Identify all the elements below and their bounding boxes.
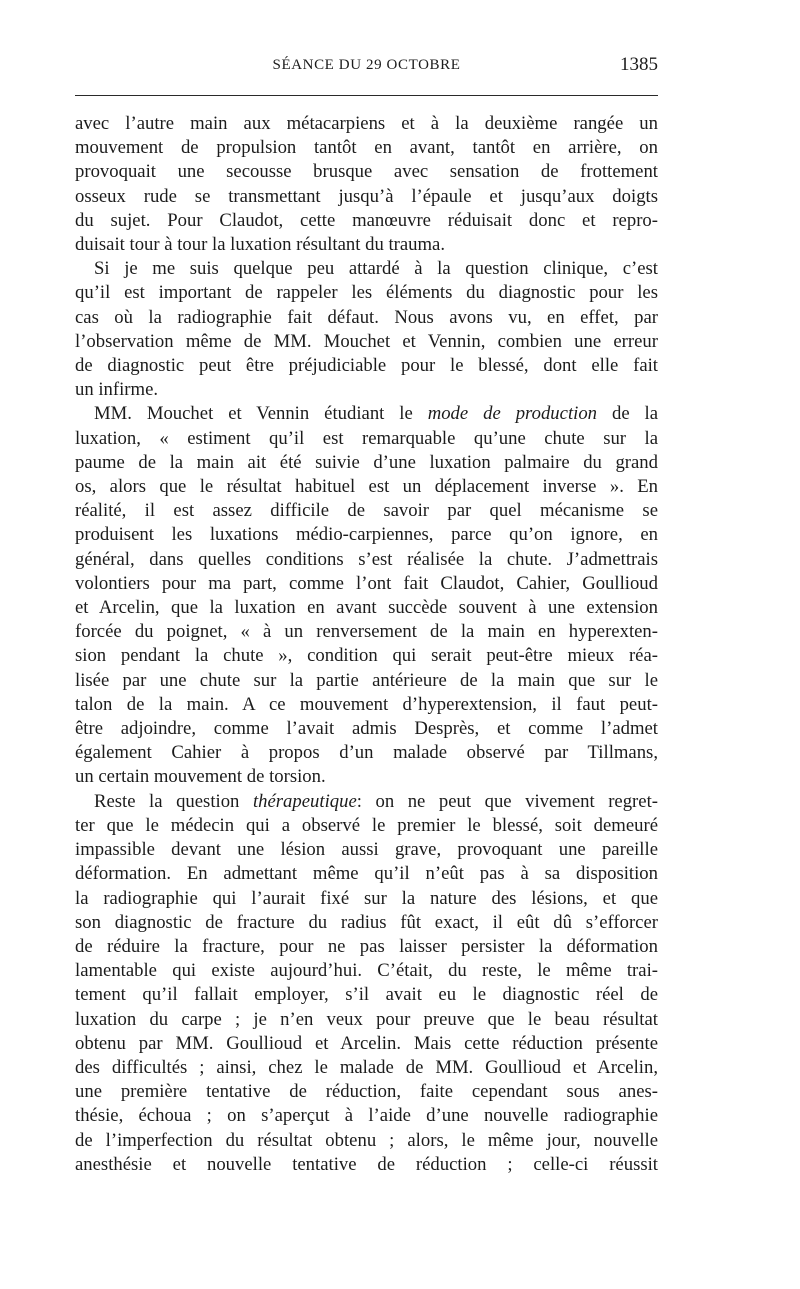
- page-number: 1385: [620, 54, 658, 75]
- text-line: l’observation même de MM. Mouchet et Vennin, combien une erreur: [75, 330, 658, 352]
- text-line: osseux rude se transmettant jusqu’à l’épaule et jusqu’aux doigts: [75, 185, 658, 207]
- text-line: cas où la radiographie fait défaut. Nous avons vu, en effet, par: [75, 306, 658, 328]
- text-line: de réduire la fracture, pour ne pas laisser persister la déformation: [75, 935, 658, 957]
- text-line: une première tentative de réduction, faite cependant sous anes-: [75, 1081, 658, 1103]
- italic-term: thérapeutique: [252, 790, 357, 812]
- text-run: Reste la question: [94, 790, 240, 812]
- text-line: son diagnostic de fracture du radius fût exact, il eût dû s’efforcer: [75, 911, 658, 933]
- body-text: [75, 112, 658, 1177]
- text-line: forcée du poignet, « à un renversement de la main en hyperexten-: [75, 621, 658, 643]
- text-line: thésie, échoua ; on s’aperçut à l’aide d’une nouvelle radiographie: [75, 1105, 658, 1127]
- text-line: mouvement de propulsion tantôt en avant, tantôt en arrière, on: [75, 137, 658, 159]
- text-line: lisée par une chute sur la partie antérieure de la main que sur le: [75, 669, 658, 691]
- text-line: [75, 402, 658, 426]
- text-line: talon de la main. A ce mouvement d’hyperextension, il faut peut-: [75, 693, 658, 715]
- text-line: avec l’autre main aux métacarpiens et à la deuxième rangée un: [75, 113, 658, 134]
- text-line: du sujet. Pour Claudot, cette manœuvre réduisait donc et repro-: [75, 209, 658, 231]
- text-line: de diagnostic peut être préjudiciable pour le blessé, dont elle fait: [75, 355, 658, 377]
- text-line: de l’imperfection du résultat obtenu ; alors, le même jour, nouvelle: [75, 1129, 658, 1151]
- text-line: volontiers pour ma part, comme l’ont fait Claudot, Cahier, Goullioud: [75, 572, 658, 594]
- text-run: : on ne peut que vivement regret-: [356, 790, 658, 812]
- text-line: luxation, « estiment qu’il est remarquable qu’une chute sur la: [75, 427, 658, 449]
- text-line: la radiographie qui l’aurait fixé sur la nature des lésions, et que: [75, 887, 658, 909]
- text-line: tement qu’il fallait employer, s’il avait eu le diagnostic réel de: [75, 984, 658, 1006]
- text-line: des difficultés ; ainsi, chez le malade de MM. Goullioud et Arcelin,: [75, 1056, 658, 1078]
- text-line: os, alors que le résultat habituel est un déplacement inverse ». En: [75, 476, 658, 498]
- text-line: un infirme.: [75, 379, 159, 401]
- paragraph-3: [75, 402, 658, 789]
- text-line: produisent les luxations médio-carpiennes, parce qu’on ignore, en: [75, 524, 658, 546]
- text-line: luxation du carpe ; je n’en veux pour preuve que le beau résultat: [75, 1008, 658, 1030]
- text-line: également Cahier à propos d’un malade observé par Tillmans,: [75, 742, 658, 764]
- running-title: SÉANCE DU 29 OCTOBRE: [272, 57, 461, 73]
- text-line: duisait tour à tour la luxation résultant du trauma.: [75, 234, 446, 256]
- document-page: [75, 0, 658, 1289]
- text-line: et Arcelin, que la luxation en avant succède souvent à une extension: [75, 597, 658, 619]
- text-line: réalité, il est assez difficile de savoir par quel mécanisme se: [75, 500, 658, 522]
- text-line: ter que le médecin qui a observé le premier le blessé, soit demeuré: [75, 814, 658, 836]
- text-line: paume de la main ait été suivie d’une luxation palmaire du grand: [75, 451, 658, 473]
- text-line: sion pendant la chute », condition qui serait peut-être mieux réa-: [75, 645, 658, 667]
- paragraph-4: [75, 790, 658, 1177]
- text-line: [75, 790, 658, 814]
- text-line: un certain mouvement de torsion.: [75, 766, 326, 788]
- text-line: obtenu par MM. Goullioud et Arcelin. Mais cette réduction présente: [75, 1032, 658, 1054]
- page-header: [75, 54, 658, 80]
- text-line: général, dans quelles conditions s’est réalisée la chute. J’admettrais: [75, 548, 658, 570]
- text-line: déformation. En admettant même qu’il n’eût pas à sa disposition: [75, 863, 658, 885]
- italic-term: mode de production: [427, 403, 598, 425]
- text-line: lamentable qui existe aujourd’hui. C’était, du reste, le même trai-: [75, 960, 658, 982]
- text-line: qu’il est important de rappeler les éléments du diagnostic pour les: [75, 282, 658, 304]
- header-rule: [75, 95, 658, 96]
- text-line: Si je me suis quelque peu attardé à la question clinique, c’est: [94, 258, 658, 280]
- text-run: MM. Mouchet et Vennin étudiant le: [94, 403, 413, 425]
- paragraph-2: [75, 257, 658, 402]
- paragraph-1: [75, 112, 658, 257]
- text-run: de la: [611, 403, 658, 425]
- text-line: provoquait une secousse brusque avec sensation de frottement: [75, 161, 658, 183]
- text-line: être adjoindre, comme l’avait admis Desprès, et comme l’admet: [75, 718, 658, 740]
- text-line: anesthésie et nouvelle tentative de réduction ; celle-ci réussit: [75, 1153, 658, 1175]
- text-line: impassible devant une lésion aussi grave, provoquant une pareille: [75, 839, 658, 861]
